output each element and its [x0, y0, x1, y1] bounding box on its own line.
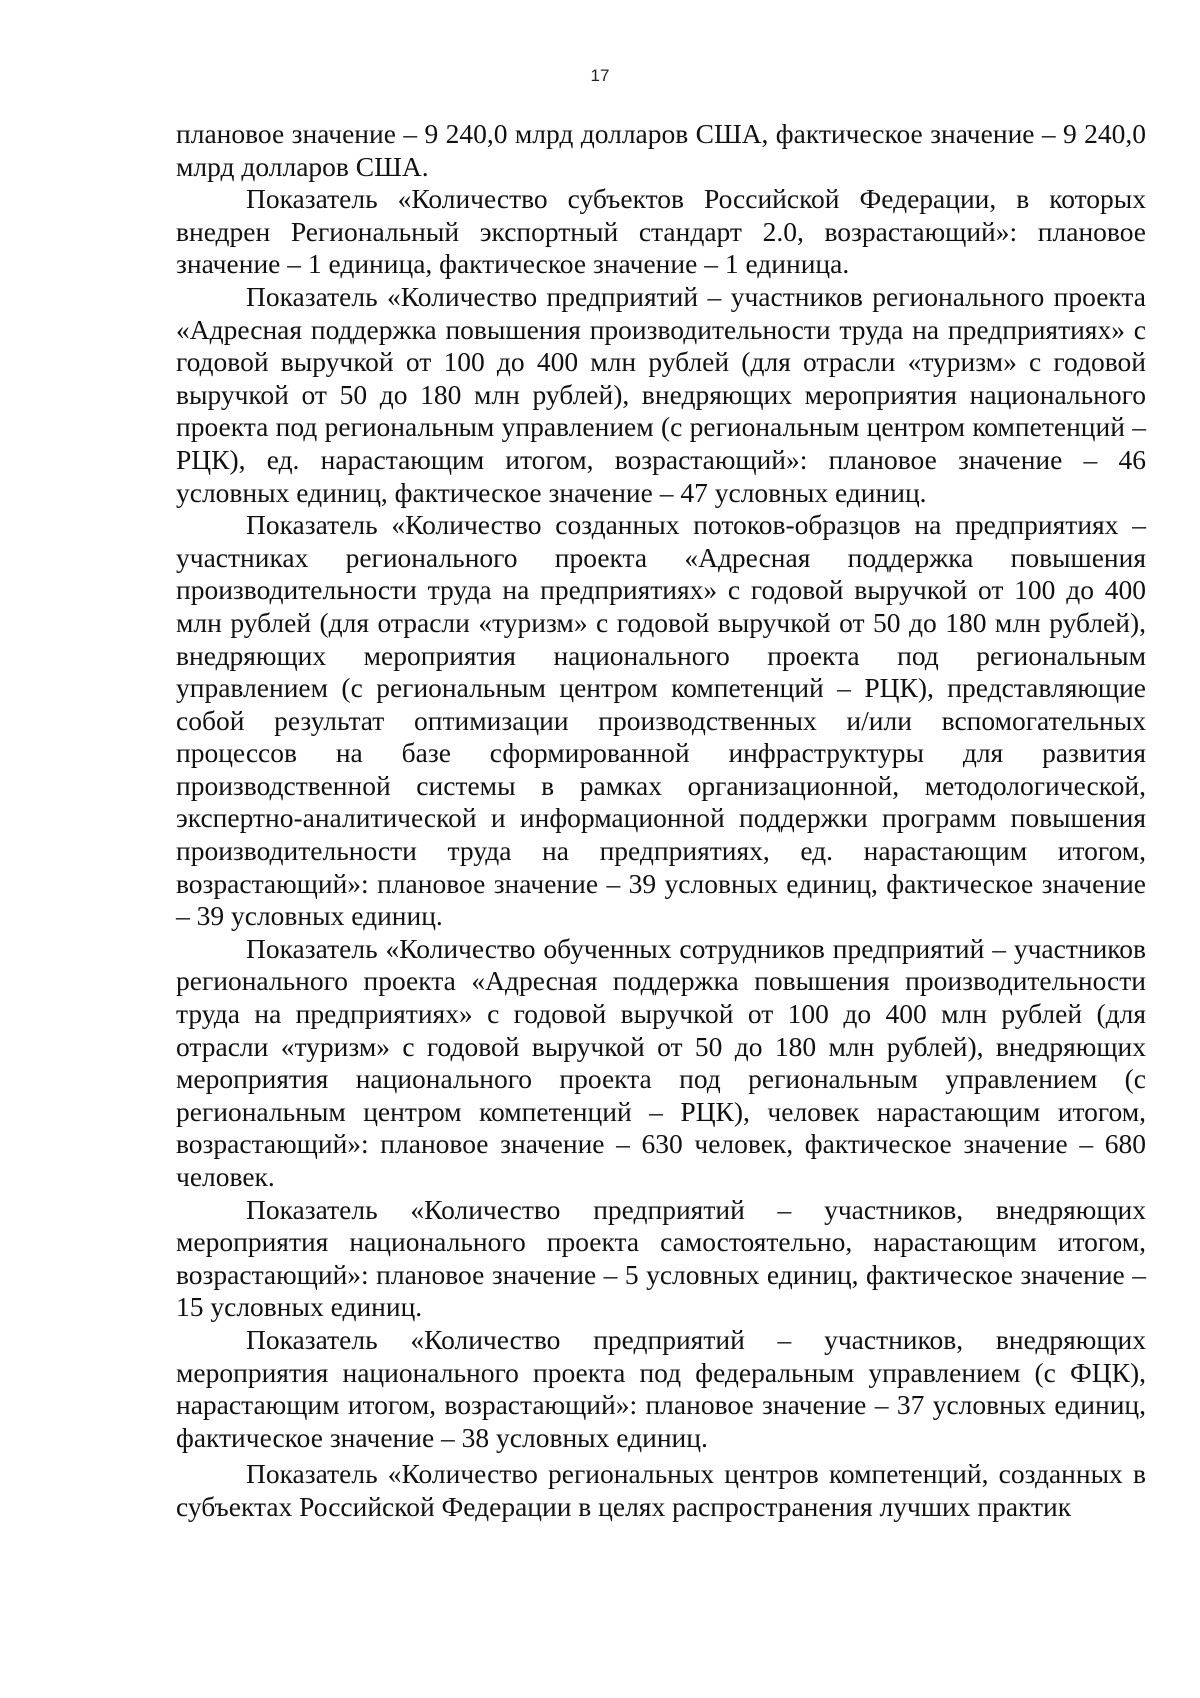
paragraph-enterprises-independent: Показатель «Количество предприятий – участников, внедряющих мероприятия национального проекта самостоятельно, нарастающим итогом, возрастающий»: плановое значение – 5 условных единиц, фактическое значение – 15 условных единиц. [176, 1193, 1146, 1323]
paragraph-trained-employees: Показатель «Количество обученных сотрудников предприятий – участников регионального проекта «Адресная поддержка повышения производительности труда на предприятиях» с годовой выручкой от 100 до 400 млн рублей (для отрасли «туризм» с годовой выручкой от 50 до 180 млн рублей), внедряющих мероприятия национального проекта под региональным управлением (с региональным центром компетенций – РЦК), человек нарастающим итогом, возрастающий»: плановое значение – 630 человек, фактическое значение – 680 человек. [176, 932, 1146, 1192]
paragraph-continuation: плановое значение – 9 240,0 млрд долларов США, фактическое значение – 9 240,0 млрд долларов США. [176, 118, 1146, 182]
paragraph-sample-flows: Показатель «Количество созданных потоков-образцов на предприятиях – участниках регионального проекта «Адресная поддержка повышения производительности труда на предприятиях» с годовой выручкой от 100 до 400 млн рублей (для отрасли «туризм» с годовой выручкой от 50 до 180 млн рублей), внедряющих мероприятия национального проекта под региональным управлением (с региональным центром компетенций – РЦК), представляющие собой результат оптимизации производственных и/или вспомогательных процессов на базе сформированной инфраструктуры для развития производственной системы в рамках организационной, методологической, экспертно-аналитической и информационной поддержки программ повышения производительности труда на предприятиях, ед. нарастающим итогом, возрастающий»: плановое значение – 39 условных единиц, фактическое значение – 39 условных единиц. [176, 509, 1146, 932]
paragraph-enterprises-regional: Показатель «Количество предприятий – участников регионального проекта «Адресная поддержка повышения производительности труда на предприятиях» с годовой выручкой от 100 до 400 млн рублей (для отрасли «туризм» с годовой выручкой от 50 до 180 млн рублей), внедряющих мероприятия национального проекта под региональным управлением (с региональным центром компетенций – РЦК), ед. нарастающим итогом, возрастающий»: плановое значение – 46 условных единиц, фактическое значение – 47 условных единиц. [176, 280, 1146, 508]
paragraph-export-standard: Показатель «Количество субъектов Российской Федерации, в которых внедрен Региональный экспортный стандарт 2.0, возрастающий»: плановое значение – 1 единица, фактическое значение – 1 единица. [176, 183, 1146, 280]
paragraph-enterprises-federal: Показатель «Количество предприятий – участников, внедряющих мероприятия национального проекта под федеральным управлением (с ФЦК), нарастающим итогом, возрастающий»: плановое значение – 37 условных единиц, фактическое значение – 38 условных единиц. [176, 1323, 1146, 1453]
document-body [176, 118, 1146, 1524]
paragraph-competence-centers: Показатель «Количество региональных центров компетенций, созданных в субъектах Российской Федерации в целях распространения лучших практик [176, 1458, 1146, 1522]
page-number: 17 [590, 66, 610, 85]
